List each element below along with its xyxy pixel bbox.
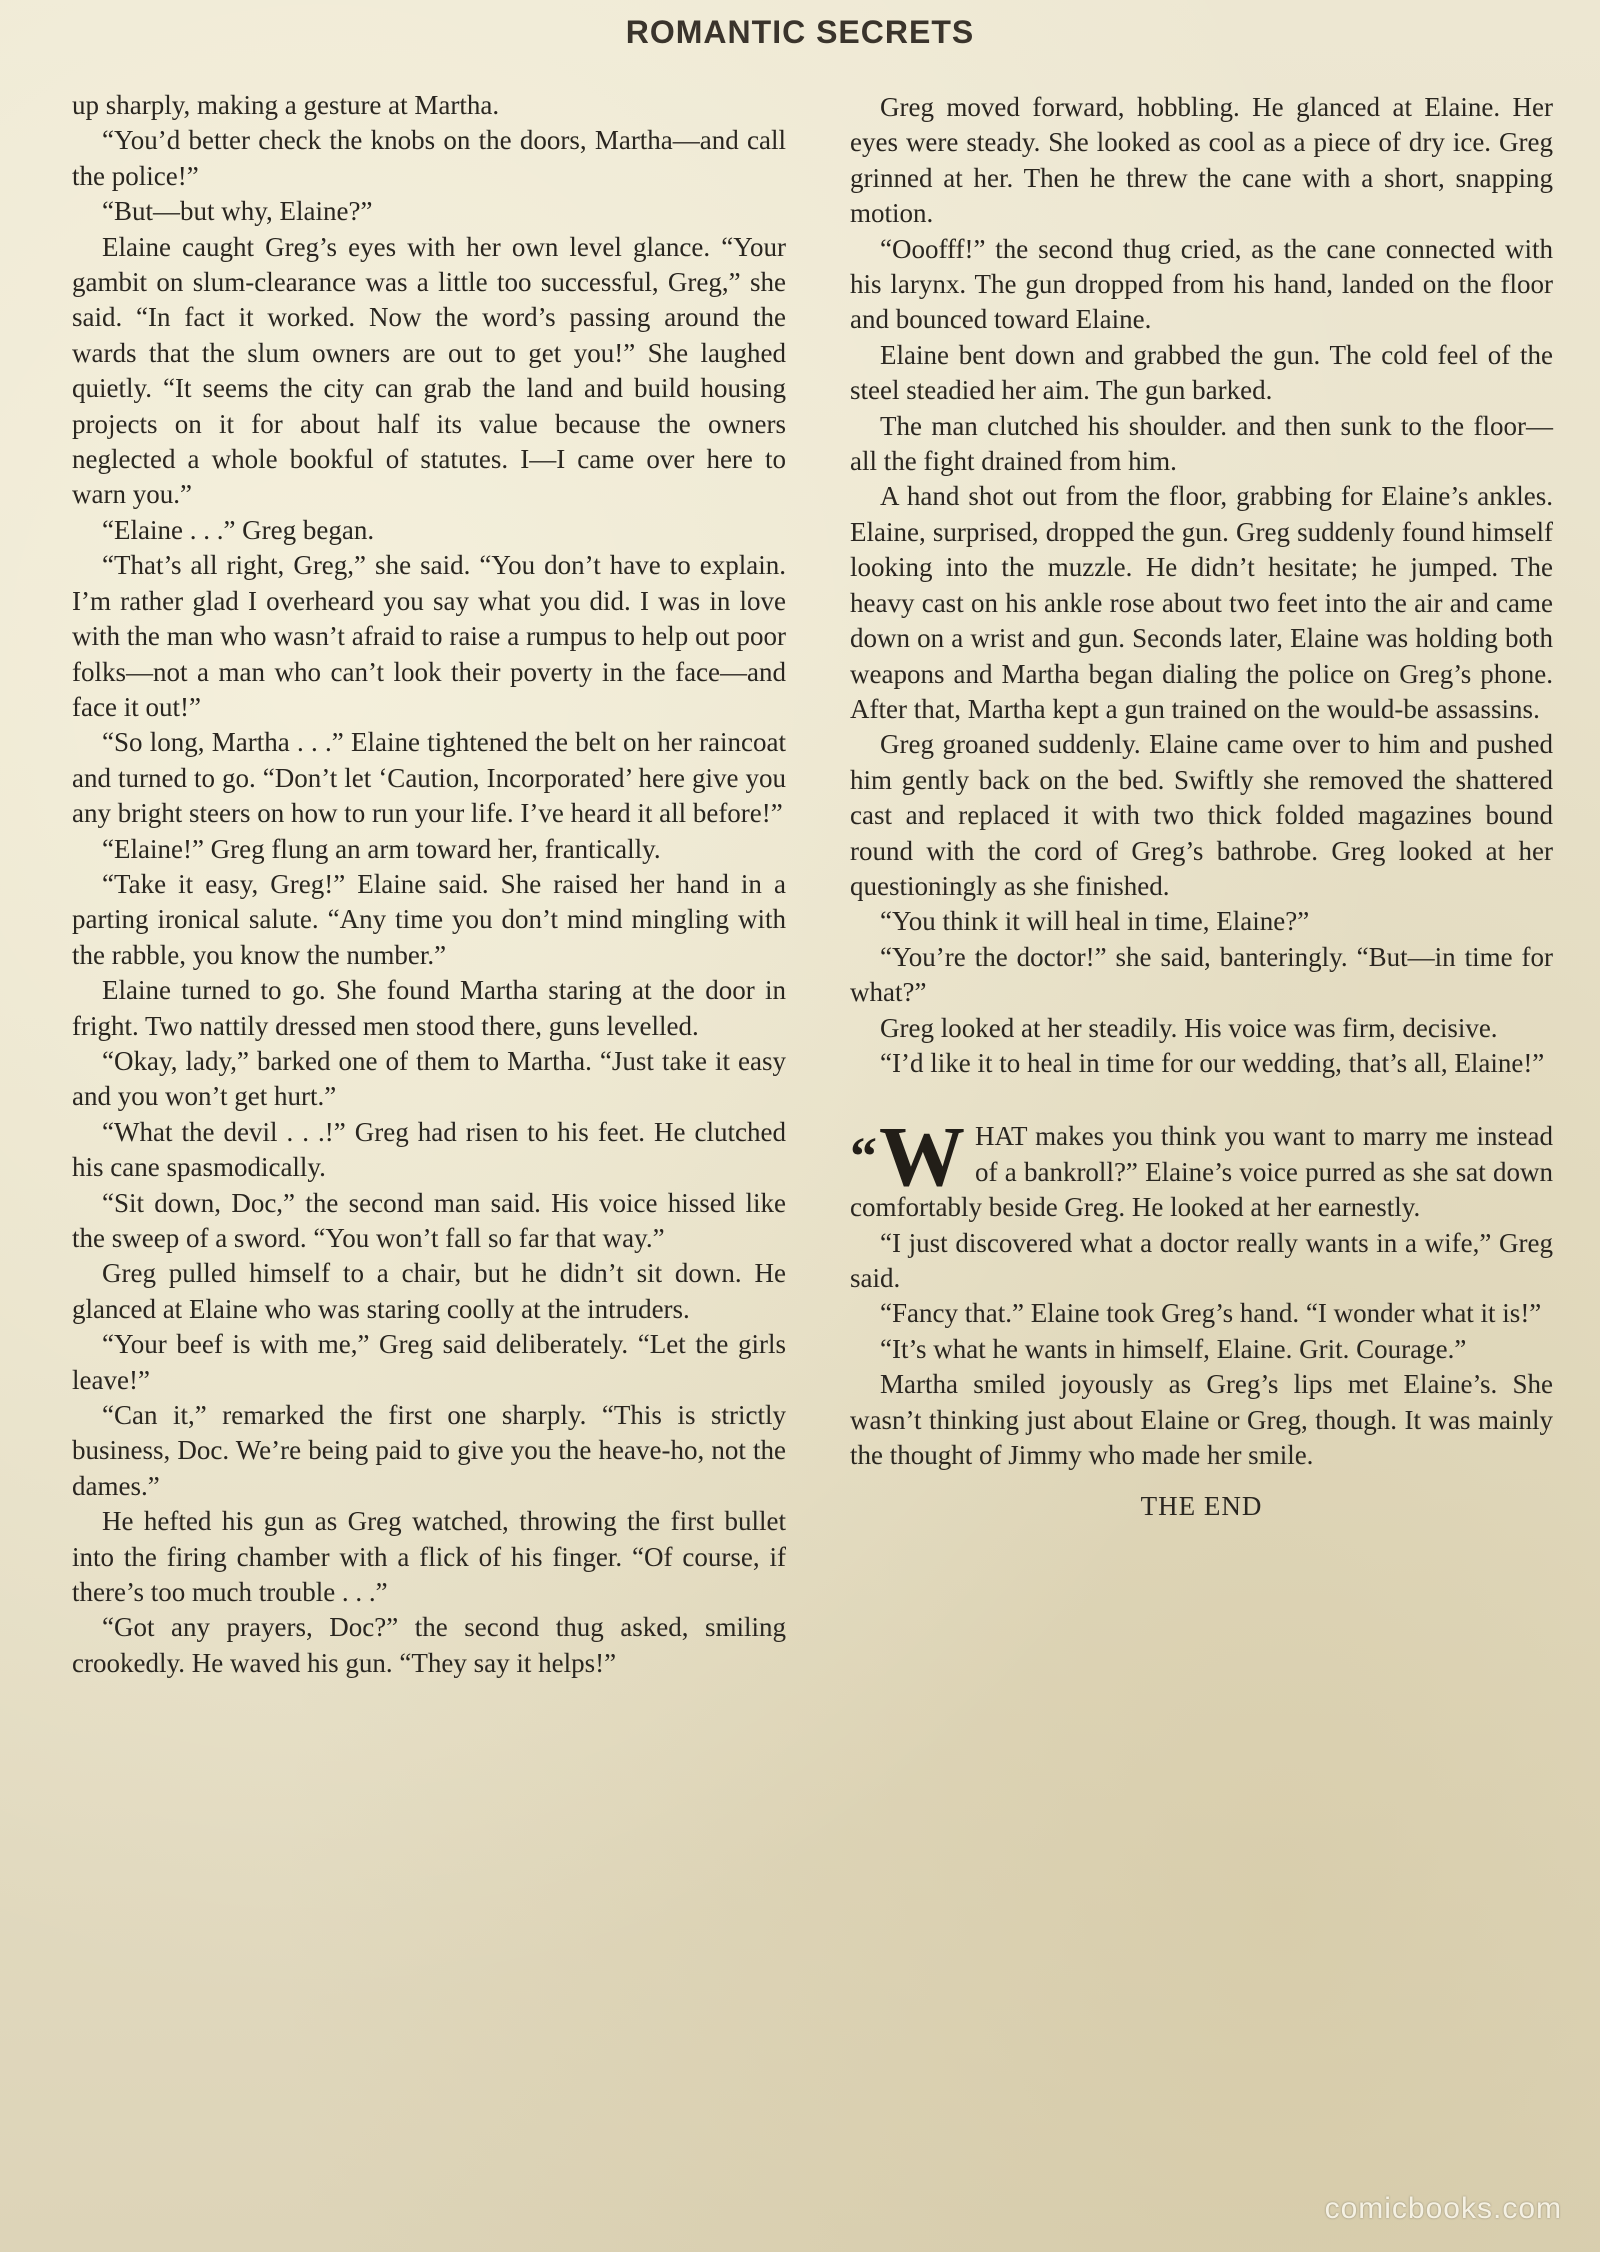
left-paragraph: Elaine caught Greg’s eyes with her own level glance. “Your gambit on slum-clearance was a little too successful, Greg,” she said. “In fact it worked. Now the word’s passing around the wards that the slum owners are out to get you!” She laughed quietly. “It seems the city can grab the land and build housing projects on it for about half its value because the owners neglected a whole bookful of statutes. I—I came over here to warn you.” [72, 231, 786, 510]
left-paragraph: Elaine turned to go. She found Martha staring at the door in fright. Two nattily dressed men stood there, guns levelled. [72, 975, 786, 1041]
left-paragraph: “But—but why, Elaine?” [102, 196, 373, 227]
left-paragraph: Greg pulled himself to a chair, but he didn’t sit down. He glanced at Elaine who was staring coolly at the intruders. [72, 1258, 786, 1324]
drop-cap [850, 1108, 965, 1205]
epilogue-opening [850, 1108, 1553, 1225]
drop-cap-letter: W [879, 1108, 965, 1205]
left-paragraph: “Sit down, Doc,” the second man said. His voice hissed like the sweep of a sword. “You won’t fall so far that way.” [72, 1187, 786, 1253]
left-paragraph: “Got any prayers, Doc?” the second thug asked, smiling crookedly. He waved his gun. “They say it helps!” [72, 1612, 786, 1678]
right-paragraph: A hand shot out from the floor, grabbing for Elaine’s ankles. Elaine, surprised, dropped the gun. Greg suddenly found himself looking into the muzzle. He didn’t hesitate; he jumped. The heavy cast on his ankle rose about two feet into the air and came down on a wrist and gun. Seconds later, Elaine was holding both weapons and Martha began dialing the police on Greg’s phone. After that, Martha kept a gun trained on the would-be assassins. [850, 481, 1553, 724]
epilogue-paragraph: “It’s what he wants in himself, Elaine. Grit. Courage.” [880, 1333, 1467, 1364]
epilogue-first-paragraph: HAT makes you think you want to marry me instead of a bankroll?” Elaine’s voice purred as she sat down comfortably beside Greg. He looked at her earnestly. [850, 1121, 1553, 1223]
watermark: comicbooks.com [1324, 2192, 1562, 2225]
left-paragraph: “What the devil . . .!” Greg had risen to his feet. He clutched his cane spasmodically. [72, 1116, 786, 1183]
page-header-title: ROMANTIC SECRETS [625, 14, 975, 50]
drop-cap-quote: “ [850, 1126, 877, 1187]
left-paragraph: “Okay, lady,” barked one of them to Martha. “Just take it easy and you won’t get hurt.” [72, 1045, 786, 1112]
epilogue-paragraph: “I just discovered what a doctor really wants in a wife,” Greg said. [850, 1227, 1553, 1293]
left-paragraph: “Elaine!” Greg flung an arm toward her, frantically. [102, 833, 661, 864]
right-paragraphs [850, 90, 1553, 1081]
right-paragraph: Greg moved forward, hobbling. He glanced at Elaine. Her eyes were steady. She looked as cool as a piece of dry ice. Greg grinned at her. Then he threw the cane with a short, snapping motion. [850, 92, 1553, 229]
left-paragraph: “That’s all right, Greg,” she said. “You don’t have to explain. I’m rather glad I overheard you say what you did. I was in love with the man who wasn’t afraid to raise a rumpus to help out poor folks—not a man who can’t look their poverty in the face—and face it out!” [72, 550, 786, 722]
right-paragraph: Elaine bent down and grabbed the gun. The cold feel of the steel steadied her aim. The gun barked. [850, 339, 1553, 406]
right-text-column [850, 90, 1553, 1525]
left-text-column [72, 88, 786, 1681]
right-paragraph: “You think it will heal in time, Elaine?” [880, 906, 1310, 937]
left-paragraph: “Can it,” remarked the first one sharply. “This is strictly business, Doc. We’re being paid to give you the heave-ho, not the dames.” [72, 1400, 786, 1501]
right-paragraph: The man clutched his shoulder. and then sunk to the floor—all the fight drained from him. [850, 410, 1553, 477]
left-paragraph: “You’d better check the knobs on the doors, Martha—and call the police!” [72, 125, 786, 191]
right-paragraph: “I’d like it to heal in time for our wedding, that’s all, Elaine!” [880, 1047, 1545, 1078]
left-paragraph: “Elaine . . .” Greg began. [102, 514, 375, 545]
left-paragraph: “Take it easy, Greg!” Elaine said. She raised her hand in a parting ironical salute. “Any time you don’t mind mingling with the rabble, you know the number.” [72, 868, 786, 970]
left-paragraph: He hefted his gun as Greg watched, throwing the first bullet into the firing chamber with a flick of his finger. “Of course, if there’s too much trouble . . .” [72, 1506, 786, 1608]
epilogue-paragraph: “Fancy that.” Elaine took Greg’s hand. “I wonder what it is!” [880, 1298, 1542, 1329]
right-paragraph: “Ooofff!” the second thug cried, as the cane connected with his larynx. The gun dropped from his hand, landed on the floor and bounced toward Elaine. [850, 233, 1553, 335]
epilogue-paragraphs [850, 1226, 1553, 1474]
the-end-label: THE END [1140, 1491, 1263, 1522]
right-paragraph: “You’re the doctor!” she said, banteringly. “But—in time for what?” [850, 941, 1553, 1008]
right-paragraph: Greg groaned suddenly. Elaine came over to him and pushed him gently back on the bed. Swiftly she removed the shattered cast and replaced it with two thick folded magazines bound round with the cord of Greg’s bathrobe. Greg looked at her questioningly as she finished. [850, 729, 1553, 901]
left-paragraph: “So long, Martha . . .” Elaine tightened the belt on her raincoat and turned to go. “Don’t let ‘Caution, Incorporated’ here give you any bright steers on how to run your life. I’ve heard it all before!” [72, 727, 786, 829]
right-paragraph: Greg looked at her steadily. His voice was firm, decisive. [880, 1012, 1498, 1043]
epilogue-paragraph: Martha smiled joyously as Greg’s lips met Elaine’s. She wasn’t thinking just about Elaine or Greg, though. It was mainly the thought of Jimmy who made her smile. [850, 1369, 1553, 1471]
left-paragraph: “Your beef is with me,” Greg said deliberately. “Let the girls leave!” [72, 1329, 786, 1395]
left-paragraph: up sharply, making a gesture at Martha. [72, 90, 500, 120]
